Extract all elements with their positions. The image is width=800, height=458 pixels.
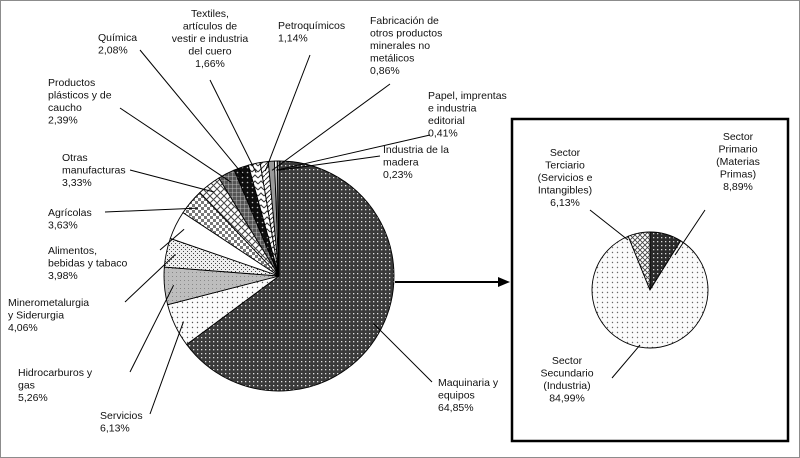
slice-papel-imprentas-e-industria-editorial-label-line: 0,41% <box>428 127 458 140</box>
slice-quimica-label-line: 2,08% <box>98 44 128 57</box>
slice-minerometalurgia-y-siderurgia-label-line: Minerometalurgia <box>8 297 90 309</box>
slice-industria-de-la-madera-label-line: madera <box>383 156 419 169</box>
slice-papel-imprentas-e-industria-editorial-label-line: Papel, imprentas <box>428 90 507 102</box>
slice-fabricacion-de-otros-productos-minerales-no-metalicos-label-line: Fabricación de <box>370 15 439 27</box>
slice-textiles-articulos-de-vestir-e-industria-del-cuero-label-line: vestir e industria <box>171 33 249 45</box>
sector-slice-sector-primario-materias-primas-label-line: Primario <box>718 143 758 156</box>
slice-alimentos-bebidas-y-tabaco-label-line: bebidas y tabaco <box>48 257 128 270</box>
slice-industria-de-la-madera-label-line: 0,23% <box>383 169 413 181</box>
sector-slice-sector-primario-materias-primas-label-line: (Materias <box>716 156 760 168</box>
slice-papel-imprentas-e-industria-editorial-label-line: e industria <box>428 102 477 115</box>
slice-alimentos-bebidas-y-tabaco-label-line: 3,98% <box>48 270 78 282</box>
sector-slice-sector-secundario-industria-label-line: (Industria) <box>543 380 591 392</box>
slice-minerometalurgia-y-siderurgia-label-line: 4,06% <box>8 322 38 334</box>
slice-agricolas-label-line: Agrícolas <box>48 207 92 219</box>
slice-productos-plasticos-y-de-caucho-label-line: plásticos y de <box>48 89 112 102</box>
slice-productos-plasticos-y-de-caucho-label-line: Productos <box>48 77 96 89</box>
slice-textiles-articulos-de-vestir-e-industria-del-cuero-label-line: Textiles, <box>191 8 229 20</box>
slice-papel-imprentas-e-industria-editorial-label-line: editorial <box>428 115 465 127</box>
slice-maquinaria-y-equipos-label-line: equipos <box>438 389 475 402</box>
slice-minerometalurgia-y-siderurgia-label-line: y Siderurgia <box>8 309 65 322</box>
sector-slice-sector-secundario-industria-label-line: Sector <box>551 355 583 367</box>
slice-servicios-label-line: Servicios <box>100 410 143 422</box>
slice-maquinaria-y-equipos-label-line: 64,85% <box>438 402 474 414</box>
sector-slice-sector-terciario-servicios-e-intangibles-label-line: Terciario <box>545 159 585 172</box>
slice-fabricacion-de-otros-productos-minerales-no-metalicos-label-line: metálicos <box>370 52 415 65</box>
slice-otras-manufacturas-label-line: Otras <box>62 152 88 164</box>
slice-industria-de-la-madera-label-line: Industria de la <box>383 144 449 156</box>
sector-slice-sector-terciario-servicios-e-intangibles-label-line: Intangibles) <box>537 184 593 197</box>
sector-slice-sector-secundario-industria-label-line: Secundario <box>540 367 594 380</box>
slice-otras-manufacturas-label-line: manufacturas <box>62 164 126 177</box>
sector-slice-sector-primario-materias-primas-label-line: 8,89% <box>723 181 753 193</box>
slice-productos-plasticos-y-de-caucho-label-line: caucho <box>48 102 82 114</box>
slice-alimentos-bebidas-y-tabaco-label-line: Alimentos, <box>48 245 98 257</box>
slice-hidrocarburos-y-gas-label-line: gas <box>18 379 35 392</box>
slice-fabricacion-de-otros-productos-minerales-no-metalicos-label-line: minerales no <box>370 40 431 52</box>
sector-slice-sector-terciario-servicios-e-intangibles-label-line: Sector <box>549 147 581 159</box>
slice-fabricacion-de-otros-productos-minerales-no-metalicos-label-line: otros productos <box>370 27 443 40</box>
slice-petroquimicos-label-line: Petroquímicos <box>278 20 346 32</box>
slice-textiles-articulos-de-vestir-e-industria-del-cuero-label-line: 1,66% <box>195 58 225 70</box>
slice-textiles-articulos-de-vestir-e-industria-del-cuero-label-line: artículos de <box>182 20 238 33</box>
sector-slice-sector-terciario-servicios-e-intangibles-label-line: 6,13% <box>550 197 580 209</box>
slice-agricolas-label-line: 3,63% <box>48 219 78 232</box>
slice-hidrocarburos-y-gas-label-line: Hidrocarburos y <box>18 367 93 379</box>
slice-petroquimicos-label-line: 1,14% <box>278 32 308 45</box>
main-pie <box>164 161 394 391</box>
slice-maquinaria-y-equipos-label-line: Maquinaria y <box>438 377 499 389</box>
slice-textiles-articulos-de-vestir-e-industria-del-cuero-label-line: del cuero <box>188 45 232 58</box>
sector-slice-sector-primario-materias-primas-label-line: Sector <box>722 131 754 143</box>
slice-quimica-label-line: Química <box>98 32 138 44</box>
sector-slice-sector-secundario-industria-label-line: 84,99% <box>549 392 585 405</box>
sector-pie <box>592 232 708 348</box>
slice-otras-manufacturas-label-line: 3,33% <box>62 177 92 189</box>
slice-servicios-label-line: 6,13% <box>100 422 130 435</box>
slice-hidrocarburos-y-gas-label-line: 5,26% <box>18 392 48 404</box>
slice-fabricacion-de-otros-productos-minerales-no-metalicos-label-line: 0,86% <box>370 65 400 77</box>
sector-slice-sector-primario-materias-primas-label-line: Primas) <box>719 168 757 181</box>
slice-productos-plasticos-y-de-caucho-label-line: 2,39% <box>48 114 78 127</box>
sector-slice-sector-terciario-servicios-e-intangibles-label-line: (Servicios e <box>537 172 593 184</box>
